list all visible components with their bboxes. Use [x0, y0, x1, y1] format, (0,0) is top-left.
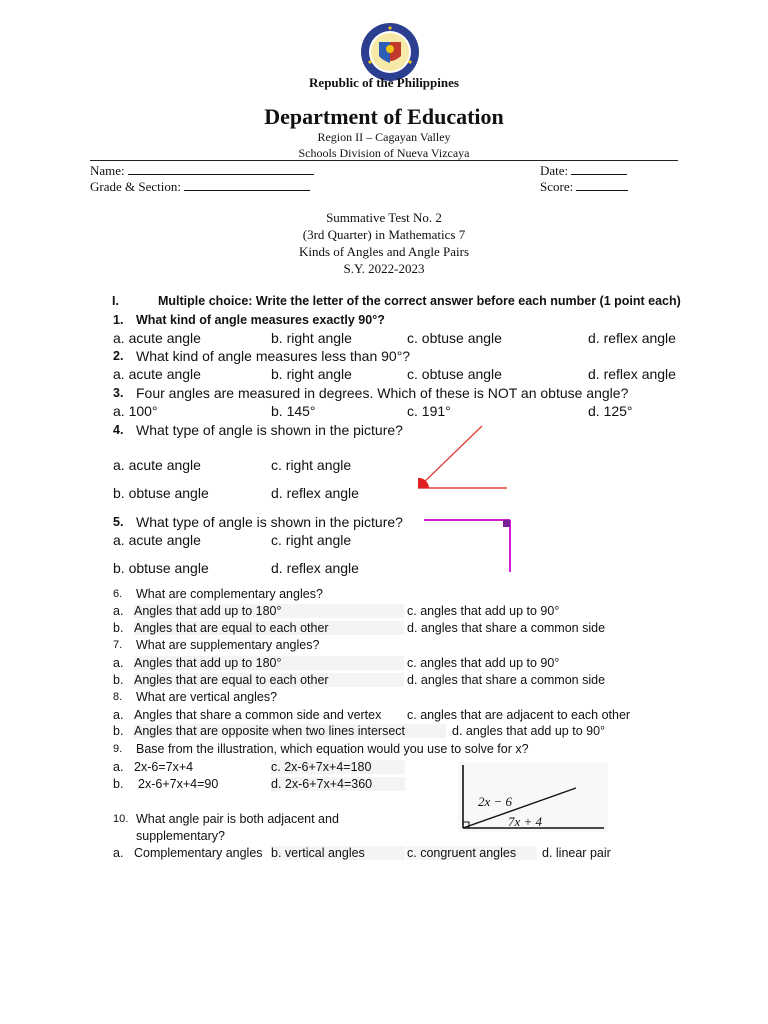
choice-letter-a: a. — [113, 760, 124, 774]
choice-a: a. 100° — [113, 403, 158, 419]
question-text-line1: What angle pair is both adjacent and — [136, 812, 339, 826]
question-number: 8. — [113, 691, 123, 703]
choice-b: b. obtuse angle — [113, 560, 209, 576]
choice-c: c. obtuse angle — [407, 366, 502, 382]
deped-seal — [360, 22, 420, 82]
choice-a: Angles that add up to 180° — [134, 604, 404, 618]
school-year: S.Y. 2022-2023 — [343, 261, 425, 276]
choice-a: 2x-6=7x+4 — [134, 760, 194, 774]
choice-b: 2x-6+7x+4=90 — [138, 777, 219, 791]
choice-a: a. acute angle — [113, 532, 201, 548]
question-number: 10. — [113, 813, 129, 825]
score-field[interactable] — [576, 178, 628, 191]
question-text: What kind of angle measures exactly 90°? — [136, 313, 385, 327]
question-number: 9. — [113, 743, 123, 755]
question-text: What type of angle is shown in the picture? — [136, 422, 403, 438]
header-rule — [90, 160, 678, 161]
question-text: Four angles are measured in degrees. Which of these is NOT an obtuse angle? — [136, 385, 629, 401]
question-number: 3. — [113, 386, 124, 400]
choice-c: c. right angle — [271, 457, 352, 473]
choice-d: d. reflex angle — [588, 330, 676, 346]
choice-letter-b: b. — [113, 724, 124, 738]
department-title: Department of Education — [264, 104, 504, 129]
choice-c: c. angles that are adjacent to each other — [407, 708, 631, 722]
test-title: Summative Test No. 2 — [326, 210, 442, 225]
question-text: What type of angle is shown in the picture? — [136, 514, 403, 530]
choice-a: Angles that share a common side and vertex — [134, 708, 382, 722]
question-text: What are complementary angles? — [136, 587, 323, 601]
choice-c: c. angles that add up to 90° — [407, 656, 560, 670]
test-topic: Kinds of Angles and Angle Pairs — [298, 244, 470, 259]
question-text-line2: supplementary? — [136, 829, 225, 843]
republic-heading: Republic of the Philippines — [309, 75, 459, 90]
choice-b: b. obtuse angle — [113, 485, 209, 501]
choice-d: d. linear pair — [542, 846, 611, 860]
question-number: 2. — [113, 349, 124, 363]
choice-d: d. reflex angle — [271, 485, 359, 501]
name-row — [90, 162, 314, 179]
choice-c: c. 2x-6+7x+4=180 — [271, 760, 405, 774]
choice-d: d. angles that share a common side — [407, 621, 606, 635]
choice-a: Complementary angles — [134, 846, 263, 860]
date-label: Date: — [540, 163, 569, 178]
choice-d: d. reflex angle — [271, 560, 359, 576]
choice-a: a. acute angle — [113, 457, 201, 473]
choice-letter-a: a. — [113, 604, 124, 618]
choice-b: Angles that are equal to each other — [134, 621, 404, 635]
date-row — [540, 162, 627, 179]
name-label: Name: — [90, 163, 125, 178]
choice-letter-a: a. — [113, 846, 124, 860]
question-number: 5. — [113, 515, 124, 529]
choice-c: c. angles that add up to 90° — [407, 604, 560, 618]
choice-d: d. angles that share a common side — [407, 673, 606, 687]
score-row — [540, 178, 628, 195]
question-number: 7. — [113, 639, 123, 651]
test-quarter: (3rd Quarter) in Mathematics 7 — [302, 227, 466, 242]
date-field[interactable] — [571, 162, 627, 175]
question-text: What are vertical angles? — [136, 690, 278, 704]
choice-b: b. right angle — [271, 330, 352, 346]
choice-a: Angles that add up to 180° — [134, 656, 404, 670]
division-line: Schools Division of Nueva Vizcaya — [298, 146, 470, 160]
figure-label-upper: 2x − 6 — [478, 794, 513, 809]
question-text: What are supplementary angles? — [136, 638, 320, 652]
name-field[interactable] — [128, 162, 314, 175]
choice-letter-b: b. — [113, 621, 124, 635]
choice-b: b. right angle — [271, 366, 352, 382]
choice-c: c. congruent angles — [407, 846, 537, 860]
choice-d: d. 125° — [588, 403, 633, 419]
choice-b: b. vertical angles — [271, 846, 405, 860]
choice-b: Angles that are opposite when two lines intersect — [134, 724, 446, 738]
score-label: Score: — [540, 179, 574, 194]
question-number: 1. — [113, 313, 124, 327]
question-text: Base from the illustration, which equation would you use to solve for x? — [136, 742, 529, 756]
figure-label-lower: 7x + 4 — [508, 814, 543, 829]
acute-angle-figure — [412, 422, 512, 494]
grade-section-label: Grade & Section: — [90, 179, 181, 194]
choice-c: c. right angle — [271, 532, 352, 548]
choice-b: Angles that are equal to each other — [134, 673, 404, 687]
choice-d: d. 2x-6+7x+4=360 — [271, 777, 405, 791]
choice-a: a. acute angle — [113, 330, 201, 346]
choice-d: d. reflex angle — [588, 366, 676, 382]
grade-section-field[interactable] — [184, 178, 310, 191]
region-line: Region II – Cagayan Valley — [317, 130, 451, 144]
right-angle-figure — [420, 514, 520, 576]
choice-letter-a: a. — [113, 656, 124, 670]
question-number: 6. — [113, 588, 123, 600]
choice-letter-b: b. — [113, 673, 124, 687]
choice-letter-b: b. — [113, 777, 124, 791]
question-text: What kind of angle measures less than 90°? — [136, 348, 411, 364]
grade-row — [90, 178, 310, 195]
choice-c: c. obtuse angle — [407, 330, 502, 346]
choice-c: c. 191° — [407, 403, 451, 419]
choice-b: b. 145° — [271, 403, 316, 419]
question-number: 4. — [113, 423, 124, 437]
choice-d: d. angles that add up to 90° — [452, 724, 606, 738]
instructions-numeral: I. — [112, 294, 119, 308]
choice-a: a. acute angle — [113, 366, 201, 382]
choice-letter-a: a. — [113, 708, 124, 722]
instructions-text: Multiple choice: Write the letter of the correct answer before each number (1 point each) — [158, 294, 681, 308]
